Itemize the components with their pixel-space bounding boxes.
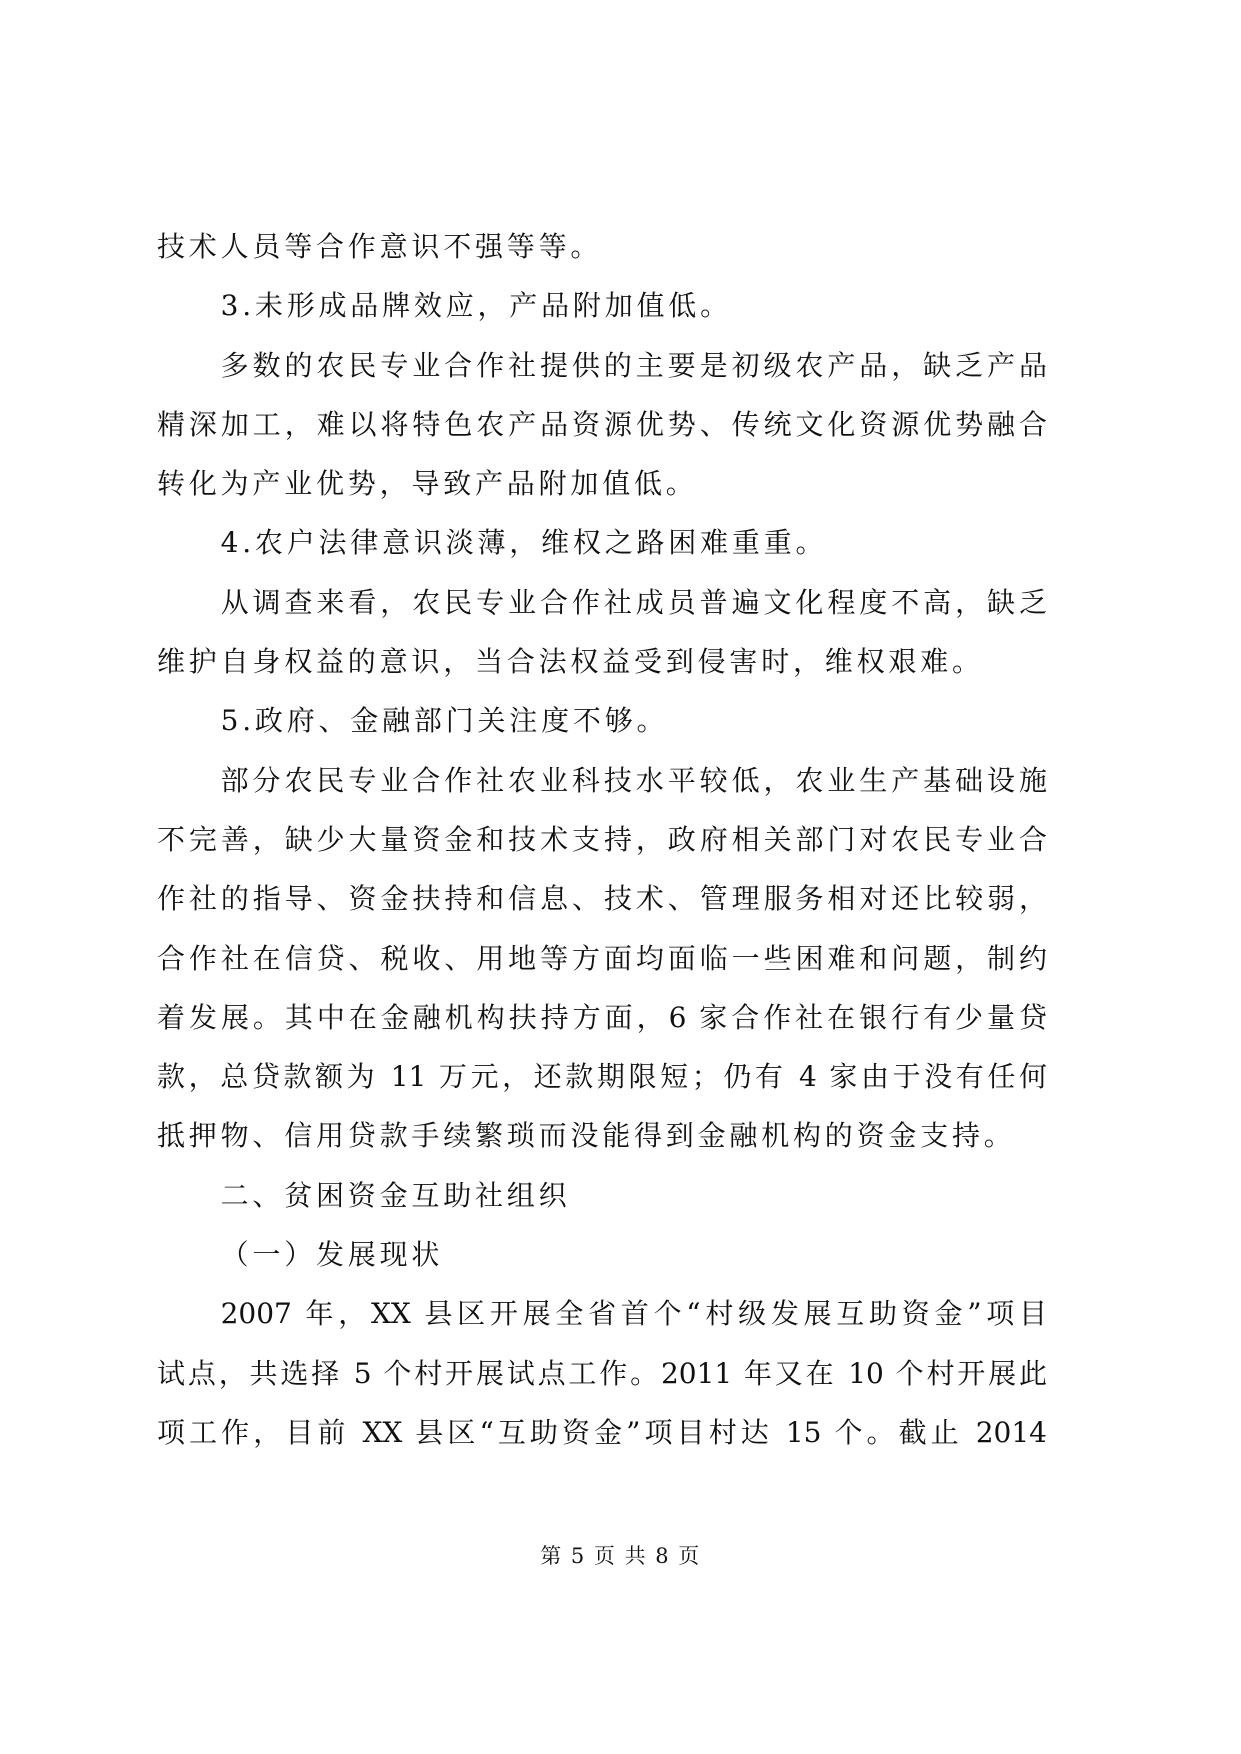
subsection-heading xyxy=(157,1225,1047,1284)
paragraph xyxy=(157,573,1047,692)
page-body xyxy=(157,217,1047,1462)
text-line: 项工作，目前 XX 县区“互助资金”项目村达 15 个。截止 2014 xyxy=(157,1415,1047,1449)
heading-line: 二、贫困资金互助社组织 xyxy=(220,1178,571,1212)
text-line: 维护自身权益的意识，当合法权益受到侵害时，维权艰难。 xyxy=(157,645,984,679)
numbered-heading-5 xyxy=(157,691,1047,750)
paragraph xyxy=(157,751,1047,1166)
text-line: 2007 年，XX 县区开展全省首个“村级发展互助资金”项目 xyxy=(220,1297,1047,1331)
text-line: 作社的指导、资金扶持和信息、技术、管理服务相对还比较弱， xyxy=(157,882,1047,916)
text-line: 合作社在信贷、税收、用地等方面均面临一些困难和问题，制约 xyxy=(157,941,1047,975)
text-line: 着发展。其中在金融机构扶持方面，6 家合作社在银行有少量贷 xyxy=(157,1000,1047,1034)
paragraph-continued xyxy=(157,217,1047,276)
section-heading xyxy=(157,1166,1047,1225)
text-line: 多数的农民专业合作社提供的主要是初级农产品，缺乏产品 xyxy=(220,348,1047,382)
text-line: 精深加工，难以将特色农产品资源优势、传统文化资源优势融合 xyxy=(157,407,1047,441)
paragraph xyxy=(157,336,1047,514)
heading-line: 4.农户法律意识淡薄，维权之路困难重重。 xyxy=(220,526,828,560)
heading-line: 3.未形成品牌效应，产品附加值低。 xyxy=(220,289,732,323)
text-line: 款，总贷款额为 11 万元，还款期限短；仍有 4 家由于没有任何 xyxy=(157,1060,1047,1094)
text-line: 抵押物、信用贷款手续繁琐而没能得到金融机构的资金支持。 xyxy=(157,1119,1016,1153)
numbered-heading-3 xyxy=(157,276,1047,335)
page-number: 第 5 页 共 8 页 xyxy=(540,1544,701,1568)
heading-line: （一）发展现状 xyxy=(220,1238,444,1272)
heading-line: 5.政府、金融部门关注度不够。 xyxy=(220,704,669,738)
paragraph xyxy=(157,1284,1047,1462)
text-line: 部分农民专业合作社农业科技水平较低，农业生产基础设施 xyxy=(220,763,1047,797)
text-line: 转化为产业优势，导致产品附加值低。 xyxy=(157,467,698,501)
text-line: 不完善，缺少大量资金和技术支持，政府相关部门对农民专业合 xyxy=(157,822,1047,856)
text-line: 试点，共选择 5 个村开展试点工作。2011 年又在 10 个村开展此 xyxy=(157,1356,1047,1390)
numbered-heading-4 xyxy=(157,513,1047,572)
text-line: 技术人员等合作意识不强等等。 xyxy=(157,230,603,263)
text-line: 从调查来看，农民专业合作社成员普遍文化程度不高，缺乏 xyxy=(220,585,1047,619)
